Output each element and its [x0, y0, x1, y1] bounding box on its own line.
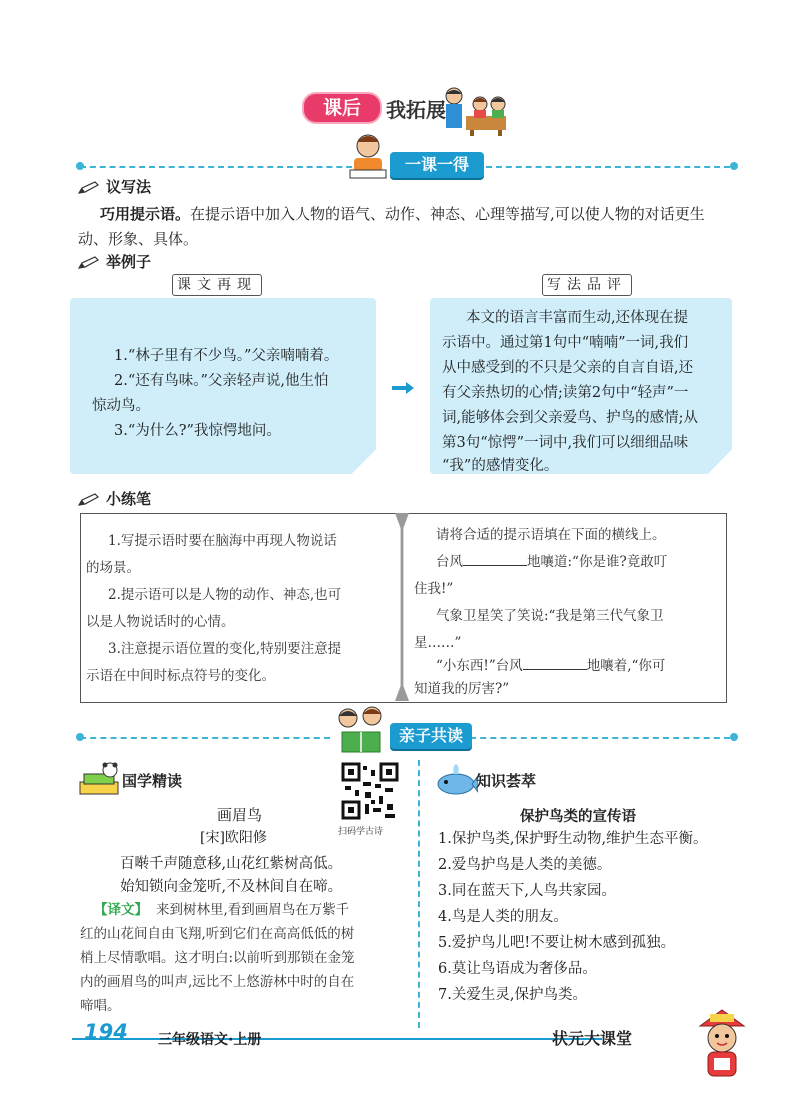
- practice-right-line: 知道我的厉害?”: [414, 681, 510, 697]
- example-right-line: 有父亲热切的心情;读第2句中“轻声”一: [442, 385, 689, 401]
- practice-right-intro: 请将合适的提示语填在下面的横线上。: [436, 527, 666, 543]
- practice-left-line: 以是人物说话时的心情。: [86, 614, 235, 630]
- example-right-line: 从中感受到的不只是父亲的自言自语,还: [442, 360, 694, 376]
- practice-left-line: 3.注意提示语位置的变化,特别要注意提: [108, 641, 342, 657]
- pencil-icon: [78, 256, 100, 270]
- divider-dot: [76, 162, 84, 170]
- slogan-item: 5.爱护鸟儿吧!不要让树木感到孤独。: [438, 935, 676, 951]
- pencil-icon: [78, 181, 100, 195]
- parent-child-reading-illustration: [334, 706, 388, 754]
- writing-method-text: [100, 201, 740, 227]
- example-right-line: 第3句“惊愕”一词中,我们可以细细品味: [442, 435, 689, 451]
- practice-right-line: “小东西!”台风 地嚷着,“你可: [436, 653, 722, 680]
- slogan-item: 7.关爱生灵,保护鸟类。: [438, 987, 587, 1003]
- divider-right: [470, 737, 730, 739]
- boy-writing-illustration: [346, 132, 390, 180]
- header-badge: 课后: [302, 92, 382, 124]
- example-left-line: 1.“林子里有不少鸟。”父亲喃喃着。: [114, 348, 339, 364]
- whale-icon: [434, 762, 478, 796]
- arrow-right-icon: [392, 382, 414, 394]
- header-title: 我拓展: [386, 98, 446, 122]
- answer-blank[interactable]: [523, 655, 587, 670]
- slogan-item: 1.保护鸟类,保护野生动物,维护生态平衡。: [438, 831, 708, 847]
- poem-author: [宋]欧阳修: [200, 830, 267, 846]
- practice-right-line: 住我!”: [414, 581, 454, 597]
- panda-books-icon: [78, 762, 122, 798]
- translation-block: [80, 898, 410, 1018]
- book-title: 三年级语文·上册: [158, 1032, 262, 1048]
- heading-knowledge: 知识荟萃: [476, 772, 537, 790]
- qr-code[interactable]: [341, 762, 399, 820]
- pencil-icon: [78, 493, 100, 507]
- practice-right-line: 台风 地嚷道:“你是谁?竟敢叮: [436, 549, 722, 576]
- practice-right-line: 星……”: [414, 635, 462, 651]
- divider-dot: [730, 162, 738, 170]
- tag-text-reappear: 课文再现: [172, 274, 262, 296]
- divider-left: [80, 166, 362, 168]
- brand-name: 状元大课堂: [552, 1029, 633, 1048]
- example-left-line: 惊动鸟。: [92, 398, 150, 414]
- translation-line: 内的画眉鸟的叫声,远比不上悠游林中时的自在: [80, 974, 355, 990]
- poem-verse: 百啭千声随意移,山花红紫树高低。: [120, 856, 343, 872]
- practice-left-line: 示语在中间时标点符号的变化。: [86, 668, 275, 684]
- example-right-line: “我”的感情变化。: [442, 458, 559, 474]
- writing-method-line2: 动、形象、具体。: [78, 230, 199, 248]
- example-right-line: 词,能够体会到父亲爱鸟、护鸟的感情;从: [442, 410, 698, 426]
- page-number: 194: [84, 1020, 128, 1044]
- slogan-title: 保护鸟类的宣传语: [520, 809, 636, 825]
- translation-label: 【译文】: [94, 902, 148, 918]
- heading-example: 举例子: [78, 251, 151, 272]
- slogan-item: 3.同在蓝天下,人鸟共家园。: [438, 883, 616, 899]
- practice-left-line: 的场景。: [86, 560, 140, 576]
- practice-left-line: 1.写提示语时要在脑海中再现人物说话: [108, 533, 337, 549]
- translation-line: 梢上尽情歌唱。这才明白:以前听到那锁在金笼: [80, 950, 355, 966]
- translation-line: 来到树林里,看到画眉鸟在万紫千: [156, 902, 350, 918]
- tag-method-review: 写法品评: [542, 274, 632, 296]
- classroom-illustration: [440, 86, 510, 136]
- divider-dot: [730, 733, 738, 741]
- example-left-line: 3.“为什么?”我惊愕地问。: [114, 423, 281, 439]
- ribbon-yike-yide: 一课一得: [390, 152, 484, 178]
- slogan-item: 6.莫让鸟语成为奢侈品。: [438, 961, 597, 977]
- heading-classics: 国学精读: [122, 772, 183, 790]
- writing-method-line1: 在提示语中加入人物的语气、动作、神态、心理等描写,可以使人物的对话更生: [190, 205, 705, 223]
- slogan-item: 4.鸟是人类的朋友。: [438, 909, 568, 925]
- slogan-item: 2.爱鸟护鸟是人类的美德。: [438, 857, 612, 873]
- divider-right: [486, 166, 730, 168]
- heading-writing-method: 议写法: [78, 176, 151, 197]
- footer-rule: [72, 1038, 602, 1040]
- practice-right-line: 气象卫星笑了笑说:“我是第三代气象卫: [436, 608, 664, 624]
- writing-method-lead: 巧用提示语。: [100, 205, 191, 223]
- translation-line: 红的山花间自由飞翔,听到它们在高高低低的树: [80, 926, 355, 942]
- qr-caption: 扫码学古诗: [338, 827, 384, 837]
- example-right-line: 本文的语言丰富而生动,还体现在提: [466, 310, 689, 326]
- translation-line: 啼唱。: [80, 998, 121, 1014]
- divider-left: [80, 737, 330, 739]
- answer-blank[interactable]: [463, 551, 527, 566]
- mascot-scholar-icon: [690, 1006, 754, 1082]
- column-separator: [418, 760, 420, 1028]
- divider-dot: [76, 733, 84, 741]
- poem-verse: 始知锁向金笼听,不及林间自在啼。: [120, 879, 343, 895]
- example-right-line: 示语中。通过第1句中“喃喃”一词,我们: [442, 335, 689, 351]
- practice-left-line: 2.提示语可以是人物的动作、神态,也可: [108, 587, 342, 603]
- heading-practice: 小练笔: [78, 488, 151, 509]
- ribbon-parent-child: 亲子共读: [390, 723, 472, 749]
- poem-title: 画眉鸟: [217, 806, 263, 824]
- example-left-line: 2.“还有鸟味。”父亲轻声说,他生怕: [114, 373, 329, 389]
